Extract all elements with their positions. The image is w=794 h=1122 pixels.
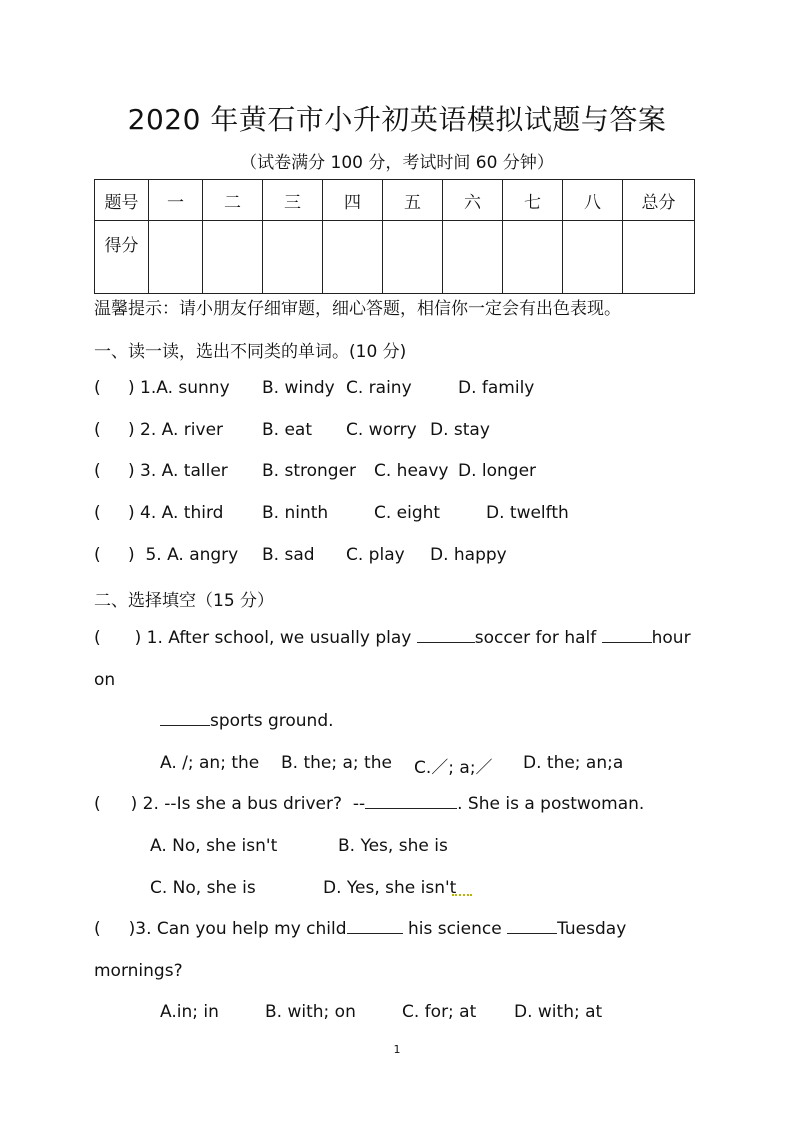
answer-paren[interactable]: ( [94,919,101,939]
option-d: D. happy [430,545,507,565]
answer-blank[interactable] [417,628,475,643]
score-cell[interactable] [263,221,323,294]
question-stem-line [160,711,334,731]
question-stem: soccer for half [474,628,602,648]
option-b: B. Yes, she is [338,836,448,856]
question-stem: ) 2. --Is she a bus driver? -- [130,794,366,814]
section2-question-2 [94,794,644,814]
score-cell[interactable] [623,221,695,294]
option-c: C. eight [374,503,441,523]
option-c: C. rainy [346,378,412,398]
question-stem-continued: on [94,670,116,690]
option-c: C.／; a;／ [414,758,493,778]
option-d: D. stay [430,420,490,440]
option-c: C. worry [346,420,417,440]
question-stem: Tuesday [557,919,627,939]
score-cell[interactable] [323,221,383,294]
header-cell: 总分 [623,180,695,221]
option-d: D. Yes, she isn't [323,878,457,898]
option-c: C. heavy [374,461,449,481]
answer-paren[interactable]: ( [94,545,101,565]
option-a: ) 1.A. sunny [128,378,230,398]
score-cell[interactable] [383,221,443,294]
option-a: ) 4. A. third [128,503,224,523]
question-stem: sports ground. [210,711,334,731]
option-d: D. the; an;a [523,753,624,773]
page-title: 2020 年黄石市小升初英语模拟试题与答案 [127,103,667,136]
answer-paren[interactable]: ( [94,461,101,481]
score-cell[interactable] [443,221,503,294]
score-table-score-row [95,221,695,294]
answer-blank[interactable] [602,628,652,643]
exam-info: （试卷满分 100 分，考试时间 60 分钟） [240,153,554,173]
option-c: C. No, she is [150,878,256,898]
section2-heading: 二、选择填空（15 分） [94,591,275,611]
question-stem-continued: mornings? [94,961,183,981]
header-cell: 六 [443,180,503,221]
option-d: D. family [458,378,535,398]
header-cell: 八 [563,180,623,221]
answer-paren[interactable]: ( [94,628,101,648]
answer-blank[interactable] [507,919,557,934]
header-cell: 四 [323,180,383,221]
header-cell: 七 [503,180,563,221]
option-b: B. ninth [262,503,329,523]
score-table [94,179,695,294]
option-b: B. sad [262,545,315,565]
option-b: B. the; a; the [281,753,392,773]
option-d: D. longer [458,461,537,481]
answer-paren[interactable]: ( [94,794,101,814]
answer-blank[interactable] [347,919,403,934]
header-cell: 五 [383,180,443,221]
option-a: ) 5. A. angry [128,545,239,565]
header-cell: 二 [203,180,263,221]
header-cell: 三 [263,180,323,221]
score-cell[interactable] [563,221,623,294]
score-row-label: 得分 [95,221,149,294]
option-b: B. stronger [262,461,357,481]
header-cell: 题号 [95,180,149,221]
tip-text: 温馨提示：请小朋友仔细审题，细心答题，相信你一定会有出色表现。 [94,299,621,319]
option-a: A. /; an; the [160,753,260,773]
score-table-header-row [95,180,695,221]
option-a: A.in; in [160,1002,219,1022]
option-a: ) 3. A. taller [128,461,228,481]
score-cell[interactable] [503,221,563,294]
section2-question-3 [94,919,626,939]
question-stem: . She is a postwoman. [457,794,645,814]
score-cell[interactable] [149,221,203,294]
answer-blank[interactable] [160,711,210,726]
question-stem: hour [651,628,691,648]
section1-heading: 一、读一读，选出不同类的单词。(10 分) [94,342,407,362]
answer-paren[interactable]: ( [94,378,101,398]
score-cell[interactable] [203,221,263,294]
answer-blank[interactable] [365,794,457,809]
answer-paren[interactable]: ( [94,503,101,523]
option-d: D. twelfth [486,503,569,523]
option-b: B. eat [262,420,313,440]
header-cell: 一 [149,180,203,221]
section2-question-1 [94,628,691,648]
question-stem: his science [402,919,508,939]
option-a: ) 2. A. river [128,420,224,440]
option-c: C. for; at [402,1002,477,1022]
option-b: B. windy [262,378,335,398]
option-d: D. with; at [514,1002,603,1022]
option-b: B. with; on [265,1002,356,1022]
option-c: C. play [346,545,405,565]
question-stem: )3. Can you help my child [128,919,347,939]
option-a: A. No, she isn't [150,836,278,856]
answer-paren[interactable]: ( [94,420,101,440]
spellcheck-underline [452,890,472,896]
question-stem: ) 1. After school, we usually play [134,628,417,648]
page-number: 1 [393,1043,401,1056]
